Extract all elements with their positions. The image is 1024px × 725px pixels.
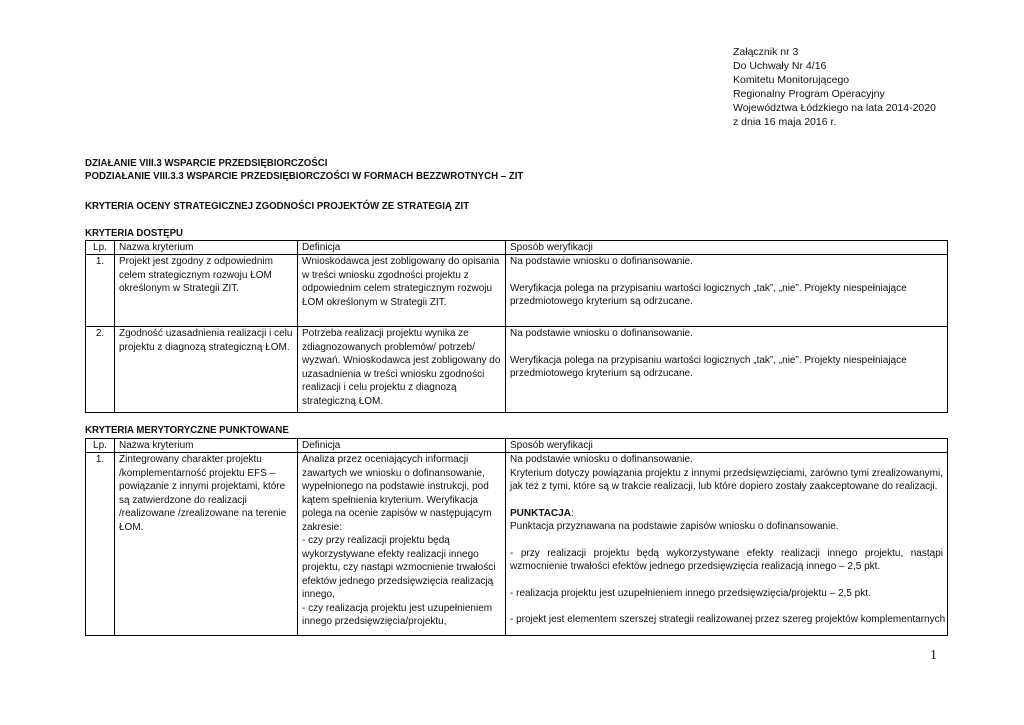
access-criteria-title: KRYTERIA DOSTĘPU <box>85 227 184 239</box>
row-name: Zgodność uzasadnienia realizacji i celu projektu z diagnozą strategiczną ŁOM. <box>115 327 298 413</box>
row-lp: 2. <box>86 327 115 413</box>
table-row <box>86 255 948 327</box>
verification-rule: Weryfikacja polega na przypisaniu wartości logicznych „tak”, „nie”. Projekty niespełniające przedmiotowego kryterium są odrzucane. <box>510 354 907 379</box>
verification-description: Kryterium dotyczy powiązania projektu z innymi przedsięwzięciami, zarówno tymi zrealizowanymi, jak też z tymi, które są w trakcie realizacji, lub które dopiero zostały zaakceptowane do realizacji. <box>510 467 943 492</box>
scoring-point: - przy realizacji projektu będą wykorzystywane efekty realizacji innego projektu, nastąpi wzmocnienie trwałości efektów jednego przedsięwzięcia realizacją innego – 2,5 pkt. <box>510 547 943 572</box>
annex-line: Województwa Łódzkiego na lata 2014-2020 <box>733 102 936 114</box>
row-definition: Potrzeba realizacji projektu wynika ze zdiagnozowanych problemów/ potrzeb/ wyzwań. Wnioskodawca jest zobligowany do uzasadnienia w treści wniosku zgodności realizacji i celu projektu z diagnozą strategiczną ŁOM. <box>298 327 506 413</box>
annex-line: Komitetu Monitorującego <box>733 74 850 86</box>
row-name: Projekt jest zgodny z odpowiednim celem strategicznym rozwoju ŁOM określonym w Strategii ZIT. <box>115 255 298 327</box>
table-header-row <box>86 241 948 255</box>
col-lp: Lp. <box>86 439 115 453</box>
subaction-heading: PODZIAŁANIE VIII.3.3 WSPARCIE PRZEDSIĘBIORCZOŚCI W FORMACH BEZZWROTNYCH – ZIT <box>85 170 524 182</box>
col-lp: Lp. <box>86 241 115 255</box>
scoring-label: PUNKTACJA <box>510 507 571 519</box>
action-heading: DZIAŁANIE VIII.3 WSPARCIE PRZEDSIĘBIORCZOŚCI <box>85 157 328 169</box>
criteria-title: KRYTERIA OCENY STRATEGICZNEJ ZGODNOŚCI PROJEKTÓW ZE STRATEGIĄ ZIT <box>85 200 470 212</box>
table-row <box>86 453 948 636</box>
col-name: Nazwa kryterium <box>115 439 298 453</box>
annex-line: Do Uchwały Nr 4/16 <box>733 60 827 72</box>
table-header-row <box>86 439 948 453</box>
verification-rule: Weryfikacja polega na przypisaniu wartości logicznych „tak”, „nie”. Projekty niespełniające przedmiotowego kryterium są odrzucane. <box>510 282 907 307</box>
annex-line: Regionalny Program Operacyjny <box>733 88 885 100</box>
verification-source: Na podstawie wniosku o dofinansowanie. <box>510 328 693 339</box>
row-definition <box>298 453 506 636</box>
access-criteria-table <box>85 240 948 413</box>
row-name: Zintegrowany charakter projektu /komplementarność projektu EFS – powiązanie z innymi projektami, które są zatwierdzone do realizacji /realizowane /zrealizowane na terenie ŁOM. <box>115 453 298 636</box>
page-number: 1 <box>930 648 937 663</box>
col-verification: Sposób weryfikacji <box>506 241 948 255</box>
row-definition: Wnioskodawca jest zobligowany do opisania w treści wniosku zgodności projektu z odpowiednim celem strategicznym rozwoju ŁOM określonym w Strategii ZIT. <box>298 255 506 327</box>
merit-criteria-title: KRYTERIA MERYTORYCZNE PUNKTOWANE <box>85 424 289 436</box>
col-verification: Sposób weryfikacji <box>506 439 948 453</box>
annex-line: z dnia 16 maja 2016 r. <box>733 116 837 128</box>
col-definition: Definicja <box>298 241 506 255</box>
merit-criteria-table <box>85 438 948 636</box>
definition-bullet: - czy realizacja projektu jest uzupełnieniem innego przedsięwzięcia/projektu, <box>302 602 493 627</box>
table-row <box>86 327 948 413</box>
scoring-point: - realizacja projektu jest uzupełnieniem innego przedsięwzięcia/projektu – 2,5 pkt. <box>510 587 871 599</box>
verification-source: Na podstawie wniosku o dofinansowanie. <box>510 256 693 267</box>
col-name: Nazwa kryterium <box>115 241 298 255</box>
row-lp: 1. <box>86 255 115 327</box>
scoring-point: - projekt jest elementem szerszej strategii realizowanej przez szereg projektów komplementarnych <box>510 614 946 625</box>
scoring-heading <box>510 507 943 521</box>
row-lp: 1. <box>86 453 115 636</box>
row-verification <box>506 255 948 327</box>
annex-line: Załącznik nr 3 <box>733 46 799 58</box>
row-verification <box>506 453 948 636</box>
annex-header <box>733 45 936 129</box>
row-verification <box>506 327 948 413</box>
definition-bullet: - czy przy realizacji projektu będą wykorzystywane efekty realizacji innego projektu, czy nastąpi wzmocnienie trwałości efektów jednego przedsięwzięcia realizacją innego, <box>302 535 496 600</box>
col-definition: Definicja <box>298 439 506 453</box>
scoring-colon: : <box>570 507 574 519</box>
definition-intro: Analiza przez oceniających informacji zawartych we wniosku o dofinansowanie, wypełnionego na podstawie instrukcji, pod kątem spełnienia kryterium. Weryfikacja polega na ocenie zapisów w następującym zakresie: <box>302 454 492 533</box>
scoring-text: Punktacja przyznawana na podstawie zapisów wniosku o dofinansowanie. <box>510 521 839 532</box>
verification-source: Na podstawie wniosku o dofinansowanie. <box>510 454 693 465</box>
